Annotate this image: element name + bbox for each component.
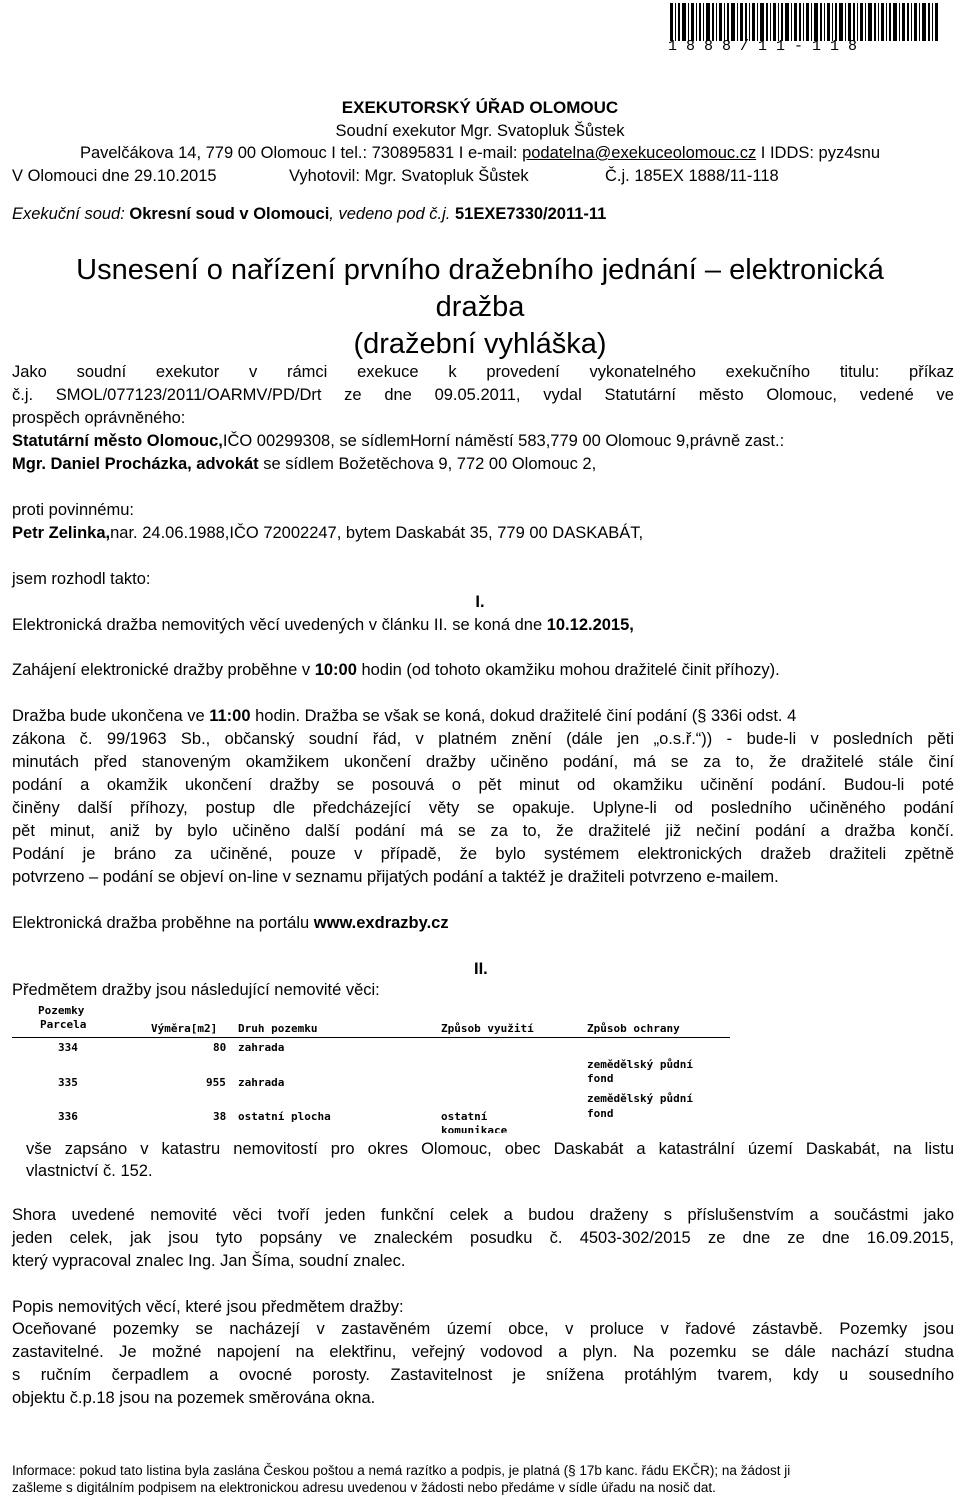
table-cell-use-clipped	[441, 1124, 507, 1133]
end-text: Dražba bude ukončena ve	[12, 707, 210, 725]
portal-line	[12, 912, 449, 935]
debtor-line	[12, 522, 643, 545]
start-time: 10:00	[314, 661, 357, 679]
unit-line: jeden celek, jak jsou tyto popsány ve znaleckém posudku č. 4503-302/2015 ze dne ze dne 16.09.2015,	[12, 1229, 954, 1247]
rules-line: Podání je bráno za učiněné, pouze v případě, že bylo systémem elektronických dražeb dražiteli zpětně	[12, 845, 954, 863]
col-parcel: Parcela	[40, 1018, 87, 1031]
col-area: Výměra[m2]	[151, 1022, 218, 1035]
table-rule	[12, 1037, 730, 1038]
email-link[interactable]: podatelna@exekuceolomouc.cz	[522, 144, 757, 162]
debtor-name: Petr Zelinka,	[12, 524, 111, 542]
barcode-image	[670, 3, 940, 41]
debtor-details: nar. 24.06.1988,IČO 72002247, bytem Daskabát 35, 779 00 DASKABÁT,	[110, 524, 644, 542]
rules-line: činěny další příhozy, postup dle předcházející věty se opakuje. Uplyne-li od posledního učiněného podání	[12, 799, 954, 817]
start-line	[12, 659, 780, 682]
title-line1: Usnesení o nařízení prvního dražebního jednání – elektronická	[76, 254, 884, 286]
rules-line: minutách před stanoveným okamžikem ukončení dražby učiněno podání, má se za to, že dražitelé stále činí	[12, 753, 954, 771]
start-text-end: hodin (od tohoto okamžiku mohou dražitelé činit příhozy).	[356, 661, 780, 679]
footer-note	[12, 1462, 952, 1496]
table-cell-use: ostatní	[441, 1110, 488, 1123]
table-cell-type: ostatní plocha	[238, 1110, 331, 1123]
case-ref: Č.j. 185EX 1888/11-118	[605, 167, 779, 185]
section-1-number: I.	[475, 593, 485, 611]
end-line	[12, 705, 796, 728]
unit-line: Shora uvedené nemovité věci tvoří jeden funkční celek a budou draženy s příslušenstvím a součástmi jako	[12, 1206, 954, 1224]
subject-label: Předmětem dražby jsou následující nemovité věci:	[12, 981, 380, 999]
debtor-label: proti povinnému:	[12, 501, 134, 519]
title-line3: (dražební vyhláška)	[353, 328, 607, 360]
rules-line: potvrzeno – podání se objeví on-line v seznamu přijatých podání a taktéž je dražiteli potvrzeno e-mailem.	[12, 868, 779, 886]
auction-date: 10.12.2015,	[546, 616, 634, 634]
table-cell-type: zahrada	[238, 1041, 285, 1054]
court-name: Okresní soud v Olomouci	[129, 205, 330, 223]
office-address	[0, 142, 960, 164]
end-text-end: hodin. Dražba se však se koná, dokud dražitelé činí podání (§ 336i odst. 4	[250, 707, 797, 725]
office-name: EXEKUTORSKÝ ÚŘAD OLOMOUC	[341, 98, 619, 117]
table-cell-protect: zemědělský půdní	[587, 1092, 693, 1105]
page-title	[0, 252, 960, 363]
description-label: Popis nemovitých věcí, které jsou předmětem dražby:	[12, 1298, 404, 1316]
place-date: V Olomouci dne 29.10.2015	[12, 167, 217, 185]
table-cell-area: 38	[213, 1110, 227, 1123]
table-cell-parcel: 336	[58, 1110, 78, 1123]
description-line: zastavitelné. Je možné napojení na elektřinu, veřejný vodovod a plyn. Na pozemku se dále nachází studna	[12, 1343, 954, 1361]
rules-line: pět minut, aniž by bylo učiněno další podání má se za to, že dražitelé již nečiní podání a dražba končí.	[12, 822, 954, 840]
court-line	[12, 203, 606, 225]
description-line: objektu č.p.18 jsou na pozemek směrována okna.	[12, 1389, 376, 1407]
col-protect: Způsob ochrany	[587, 1022, 680, 1035]
court-mid: , vedeno pod č.j.	[329, 205, 455, 223]
unit-line: který vypracoval znalec Ing. Jan Šíma, soudní znalec.	[12, 1252, 406, 1270]
creditor-details: IČO 00299308, se sídlemHorní náměstí 583,779 00 Olomouc 9,právně zast.:	[222, 432, 785, 450]
table-cell-protect: fond	[587, 1072, 614, 1085]
court-label: Exekuční soud:	[12, 205, 130, 223]
issued-by: Vyhotovil: Mgr. Svatopluk Šůstek	[289, 167, 529, 185]
address-prefix: Pavelčákova 14, 779 00 Olomouc I tel.: 730895831 I e-mail:	[79, 144, 523, 162]
table-cell-area: 80	[213, 1041, 227, 1054]
cadastre-line: vše zapsáno v katastru nemovitostí pro okres Olomouc, obec Daskabát a katastrální území Daskabát, na listu	[26, 1140, 954, 1158]
intro-line1: Jako soudní exekutor v rámci exekuce k provedení vykonatelného exekučního titulu: příkaz	[12, 363, 954, 381]
table-cell-type: zahrada	[238, 1076, 285, 1089]
table-cell-protect: fond	[587, 1107, 614, 1120]
auction-date-line	[12, 614, 634, 637]
attorney-details: se sídlem Božetěchova 9, 772 00 Olomouc 2,	[258, 455, 597, 473]
creditor-name: Statutární město Olomouc,	[12, 432, 223, 450]
section-2-number: II.	[474, 960, 488, 978]
table-group-header: Pozemky	[38, 1004, 85, 1017]
table-cell-parcel: 335	[58, 1076, 78, 1089]
rules-line: zákona č. 99/1963 Sb., občanský soudní řád, v platném znění (dále jen „o.s.ř.“)) - bude-li v posledních pěti	[12, 730, 954, 748]
attorney-line	[12, 453, 596, 476]
table-cell-protect: zemědělský půdní	[587, 1058, 693, 1071]
executor-name: Soudní exekutor Mgr. Svatopluk Šůstek	[335, 122, 625, 140]
start-text: Zahájení elektronické dražby proběhne v	[12, 661, 315, 679]
title-line2: dražba	[435, 291, 525, 323]
creditor-line	[12, 430, 960, 453]
court-ref: 51EXE7330/2011-11	[454, 205, 607, 223]
portal-text: Elektronická dražba proběhne na portálu	[12, 914, 314, 932]
col-type: Druh pozemku	[238, 1022, 318, 1035]
description-line: Oceňované pozemky se nacházejí v zastavěném území obce, v proluce v řadové zástavbě. Pozemky jsou	[12, 1320, 954, 1338]
description-line: s ručním čerpadlem a ovocné porosty. Zastavitelnost je snížena protáhlým tvarem, kdy u sousedního	[12, 1366, 954, 1384]
cadastre-line: vlastnictví č. 152.	[26, 1162, 153, 1180]
table-cell-parcel: 334	[58, 1041, 78, 1054]
footer-line2: zašleme s digitálním podpisem na elektronickou adresu uvedenou v žádosti nebo předáme v sídle úřadu na nosič dat.	[12, 1480, 716, 1495]
address-suffix: I IDDS: pyz4snu	[756, 144, 881, 162]
intro-line3: prospěch oprávněného:	[12, 409, 186, 427]
intro-line2: č.j. SMOL/077123/2011/OARMV/PD/Drt ze dne 09.05.2011, vydal Statutární město Olomouc, vedené ve	[12, 386, 954, 404]
auction-text: Elektronická dražba nemovitých věcí uvedených v článku II. se koná dne	[12, 616, 547, 634]
portal-url: www.exdrazby.cz	[313, 914, 449, 932]
col-use: Způsob využití	[441, 1022, 534, 1035]
attorney-name: Mgr. Daniel Procházka, advokát	[12, 455, 259, 473]
end-time: 11:00	[209, 707, 251, 725]
table-cell-area: 955	[206, 1076, 226, 1089]
decided-line: jsem rozhodl takto:	[12, 570, 151, 588]
table-cell-use: komunikace	[441, 1124, 508, 1133]
barcode-number: 1888/11-118	[668, 38, 867, 55]
footer-line1: Informace: pokud tato listina byla zaslána Českou poštou a nemá razítko a podpis, je platná (§ 17b kanc. řádu EKČR); na žádost ji	[12, 1463, 791, 1478]
rules-line: podání a okamžik ukončení dražby se posouvá o pět minut od okamžiku učinění podání. Budou-li poté	[12, 776, 954, 794]
